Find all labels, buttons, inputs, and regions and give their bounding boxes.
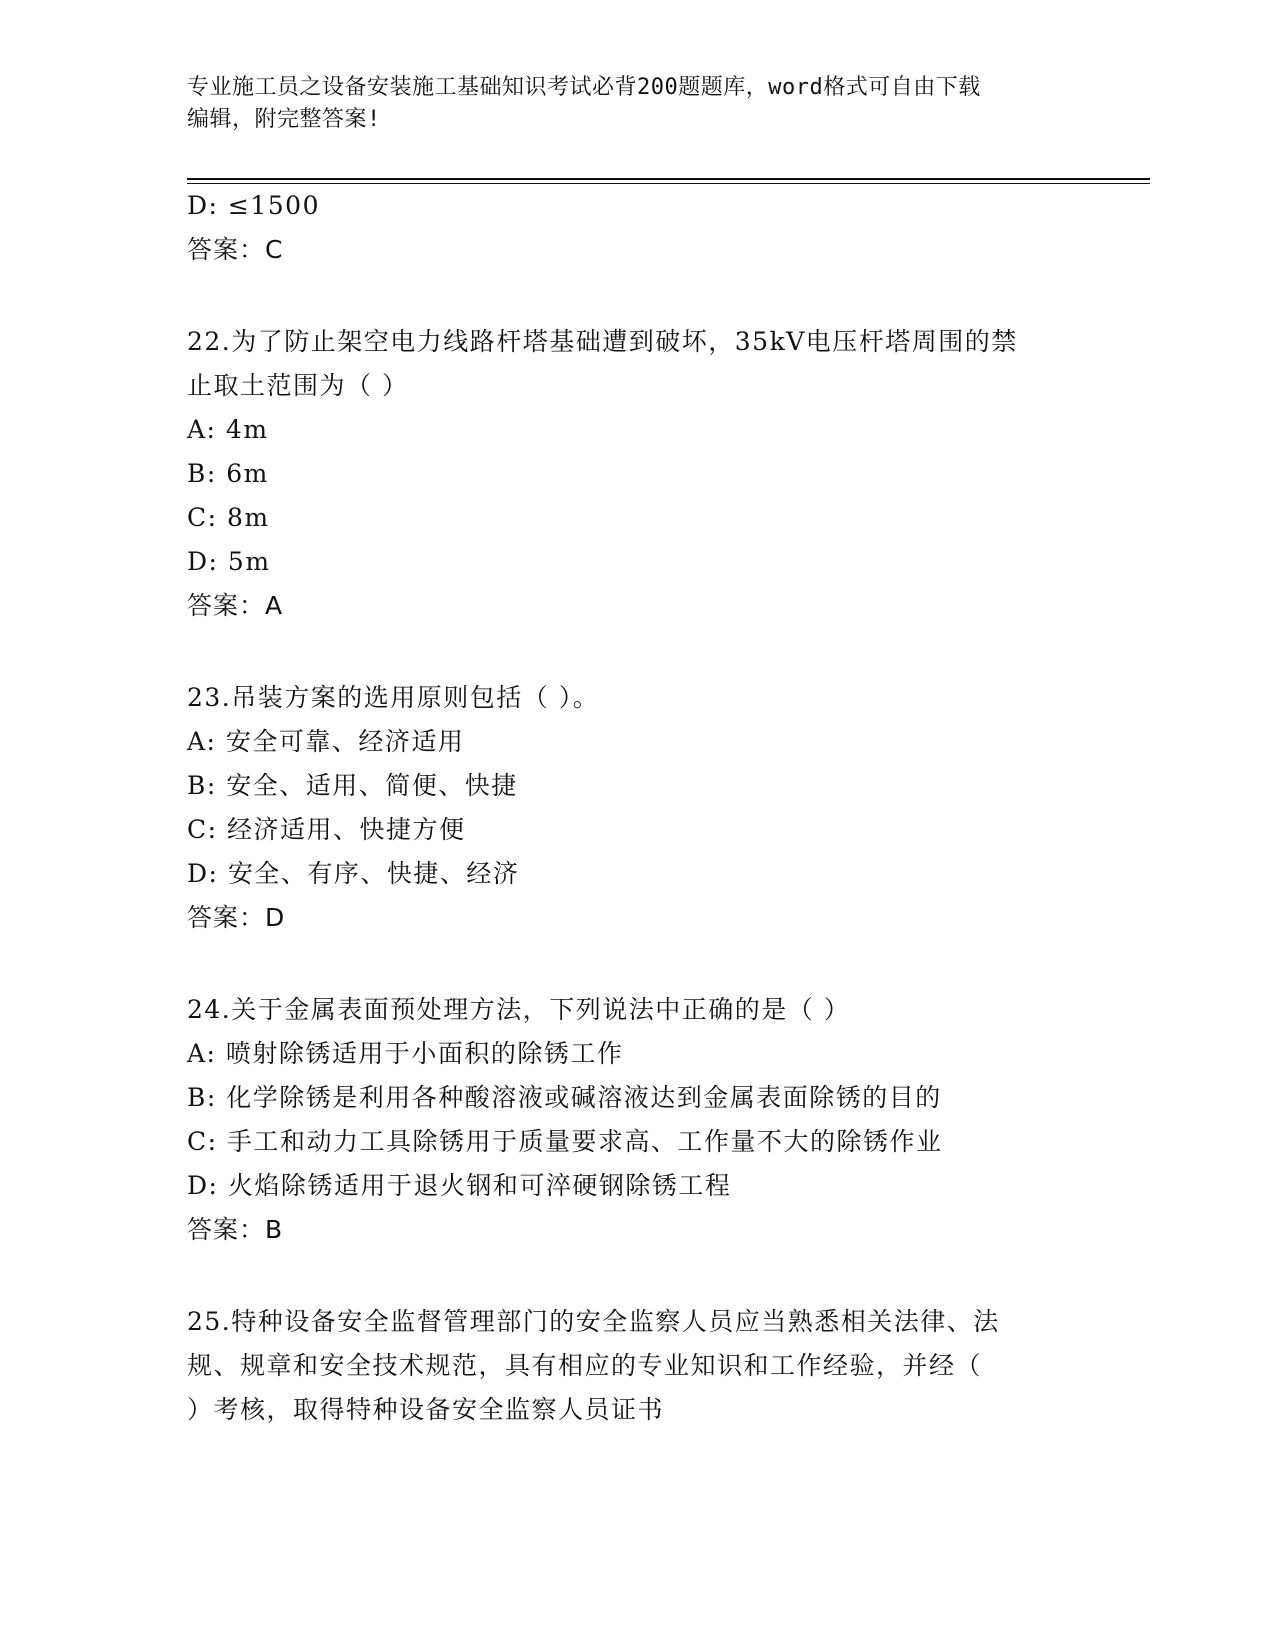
q24-option-b: B: 化学除锈是利用各种酸溶液或碱溶液达到金属表面除锈的目的	[187, 1083, 942, 1112]
q25-text-line-1: 25.特种设备安全监督管理部门的安全监察人员应当熟悉相关法律、法	[187, 1307, 1000, 1336]
document-header	[187, 72, 1067, 136]
prev-option-d: D: ≤1500	[187, 191, 320, 220]
prev-answer: 答案：C	[187, 235, 284, 264]
q22-text-line-2: 止取土范围为（ ）	[187, 371, 409, 400]
q22-answer: 答案：A	[187, 591, 284, 620]
q24-option-a: A: 喷射除锈适用于小面积的除锈工作	[187, 1039, 624, 1068]
q23-text-line-1: 23.吊装方案的选用原则包括（ ）。	[187, 683, 600, 712]
q22-option-a: A: 4m	[187, 415, 269, 444]
q22-option-b: B: 6m	[187, 459, 269, 488]
q25-text-line-2: 规、规章和安全技术规范，具有相应的专业知识和工作经验，并经（	[187, 1351, 983, 1380]
q24-option-c: C: 手工和动力工具除锈用于质量要求高、工作量不大的除锈作业	[187, 1127, 943, 1156]
q23-option-c: C: 经济适用、快捷方便	[187, 815, 466, 844]
q23-option-b: B: 安全、适用、简便、快捷	[187, 771, 518, 800]
q23-answer: 答案：D	[187, 903, 286, 932]
q25-text-line-3: ）考核，取得特种设备安全监察人员证书	[187, 1395, 665, 1424]
q22-option-d: D: 5m	[187, 547, 271, 576]
q24-option-d: D: 火焰除锈适用于退火钢和可淬硬钢除锈工程	[187, 1171, 732, 1200]
header-line-1: 专业施工员之设备安装施工基础知识考试必背200题题库，word格式可自由下载	[187, 75, 981, 100]
header-line-2: 编辑，附完整答案!	[187, 107, 381, 132]
q24-answer: 答案：B	[187, 1215, 284, 1244]
q23-option-d: D: 安全、有序、快捷、经济	[187, 859, 520, 888]
header-divider-thin	[187, 183, 1150, 184]
header-divider-thick	[187, 178, 1150, 180]
q22-text-line-1: 22.为了防止架空电力线路杆塔基础遭到破坏，35kV电压杆塔周围的禁	[187, 327, 1018, 356]
q23-option-a: A: 安全可靠、经济适用	[187, 727, 465, 756]
q24-text-line-1: 24.关于金属表面预处理方法，下列说法中正确的是（ ）	[187, 995, 851, 1024]
q22-option-c: C: 8m	[187, 503, 270, 532]
